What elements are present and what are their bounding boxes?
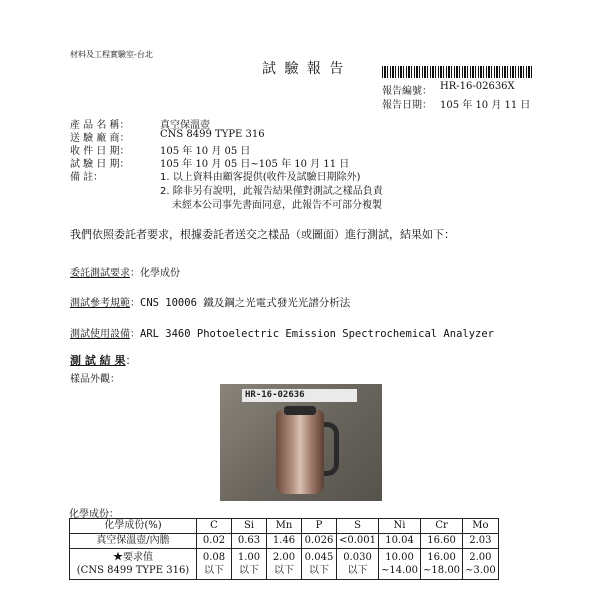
value-cell: 16.60: [421, 534, 463, 549]
sample-appearance-label: 樣品外觀：: [70, 374, 120, 385]
chemical-composition-table: [69, 518, 499, 580]
requirement-value: 16.00: [427, 552, 456, 563]
table-caption: 化學成份：: [69, 509, 119, 520]
info-value-remarks: 1. 以上資料由顧客提供(收件及試驗日期除外): [160, 172, 361, 183]
results-label: 測 試 結 果: [70, 354, 126, 367]
requirement-cell: [379, 549, 421, 580]
info-value-received: 105 年 10 月 05 日: [160, 146, 251, 157]
info-value-test-date: 105 年 10 月 05 日~105 年 10 月 11 日: [160, 159, 350, 170]
table-row-sample: [70, 534, 499, 549]
info-label-test-date: 試 驗 日 期：: [70, 159, 130, 170]
requirement-value: 化學成份: [140, 268, 180, 279]
requirement-limit: 以下: [204, 565, 224, 576]
requirement-cell: [232, 549, 267, 580]
requirement-limit: ~18.00: [423, 565, 461, 576]
requirement-value: 0.08: [202, 552, 226, 563]
info-value-product: 真空保溫壺: [160, 120, 210, 131]
requirement-cell: [302, 549, 337, 580]
requirement-sep: ：: [130, 268, 140, 279]
header-cell: Si: [232, 519, 267, 534]
requirement-value: 10.00: [385, 552, 414, 563]
requirement-value: 0.045: [304, 552, 334, 563]
info-label-remarks: 備 註：: [70, 172, 104, 183]
requirement-label: 委託測試要求: [70, 268, 130, 279]
requirement-cell: [463, 549, 499, 580]
info-label-client: 送 驗 廠 商：: [70, 133, 130, 144]
requirement-limit: 以下: [274, 565, 294, 576]
value-cell: 0.026: [302, 534, 337, 549]
requirement-cell: [421, 549, 463, 580]
standard-value: CNS 10006 鐵及鋼之光電式發光光譜分析法: [140, 297, 351, 309]
standard-row: [70, 291, 350, 310]
requirement-value: 2.00: [469, 552, 492, 563]
info-label-received: 收 件 日 期：: [70, 146, 130, 157]
note-line-2: 2. 除非另有說明，此報告結果僅對測試之樣品負責: [160, 186, 383, 197]
standard-sep: ：: [130, 298, 140, 309]
table-header-row: [70, 519, 499, 534]
report-number: HR-16-02636X: [440, 81, 515, 92]
requirement-limit: 以下: [239, 565, 259, 576]
requirement-limit: 以下: [309, 565, 329, 576]
vacuum-jug: [276, 410, 324, 494]
equipment-sep: ：: [130, 329, 140, 340]
requirement-limit: ~3.00: [465, 565, 496, 576]
header-cell: 化學成份(%): [70, 519, 197, 534]
report-date-label: 報告日期：: [382, 100, 432, 111]
standard-label: 測試參考規範: [70, 298, 130, 309]
requirement-label-text: ★要求值: [113, 552, 153, 563]
report-date: 105 年 10 月 11 日: [440, 100, 531, 111]
lab-name: 材料及工程實驗室-台北: [70, 50, 153, 59]
requirement-cell: [267, 549, 302, 580]
requirement-cell: [337, 549, 379, 580]
header-cell: Mn: [267, 519, 302, 534]
document-title: 試 驗 報 告: [262, 61, 346, 77]
test-statement: 我們依照委託者要求，根據委託者送交之樣品（或圖面）進行測試，結果如下：: [70, 228, 455, 241]
results-sep: ：: [125, 354, 137, 367]
requirement-value: 1.00: [237, 552, 261, 563]
requirement-limit: ~14.00: [381, 565, 419, 576]
value-cell: 0.02: [197, 534, 232, 549]
sample-photo: [220, 384, 382, 501]
requirement-value: 2.00: [272, 552, 296, 563]
note-line-3: 未經本公司事先書面同意，此報告不可部分複製: [172, 200, 382, 211]
value-cell: 2.03: [463, 534, 499, 549]
info-label-product: 產 品 名 稱：: [70, 120, 130, 131]
equipment-label: 測試使用設備: [70, 329, 130, 340]
value-cell: 0.63: [232, 534, 267, 549]
jug-lid: [284, 406, 316, 415]
barcode-image: [382, 66, 532, 78]
value-cell: <0.001: [337, 534, 379, 549]
value-cell: 10.04: [379, 534, 421, 549]
requirement-limit: 以下: [347, 565, 368, 576]
requirement-cell: [197, 549, 232, 580]
header-cell: S: [337, 519, 379, 534]
header-cell: C: [197, 519, 232, 534]
value-cell: 1.46: [267, 534, 302, 549]
sample-name-cell: 真空保溫壺/內膽: [70, 534, 197, 549]
equipment-value: ARL 3460 Photoelectric Emission Spectrochemical Analyzer: [140, 328, 495, 340]
requirement-value: 0.030: [343, 552, 372, 563]
header-cell: P: [302, 519, 337, 534]
header-cell: Cr: [421, 519, 463, 534]
report-number-label: 報告編號：: [382, 86, 432, 97]
requirement-name-cell: [70, 549, 197, 580]
requirement-row: [70, 264, 180, 279]
header-cell: Mo: [463, 519, 499, 534]
header-cell: Ni: [379, 519, 421, 534]
table-row-requirement: [70, 549, 499, 580]
sample-tag: HR-16-02636: [242, 389, 357, 402]
results-heading: [70, 352, 137, 368]
info-value-client: CNS 8499 TYPE 316: [160, 129, 265, 140]
equipment-row: [70, 322, 494, 341]
requirement-standard-text: (CNS 8499 TYPE 316): [76, 565, 190, 576]
